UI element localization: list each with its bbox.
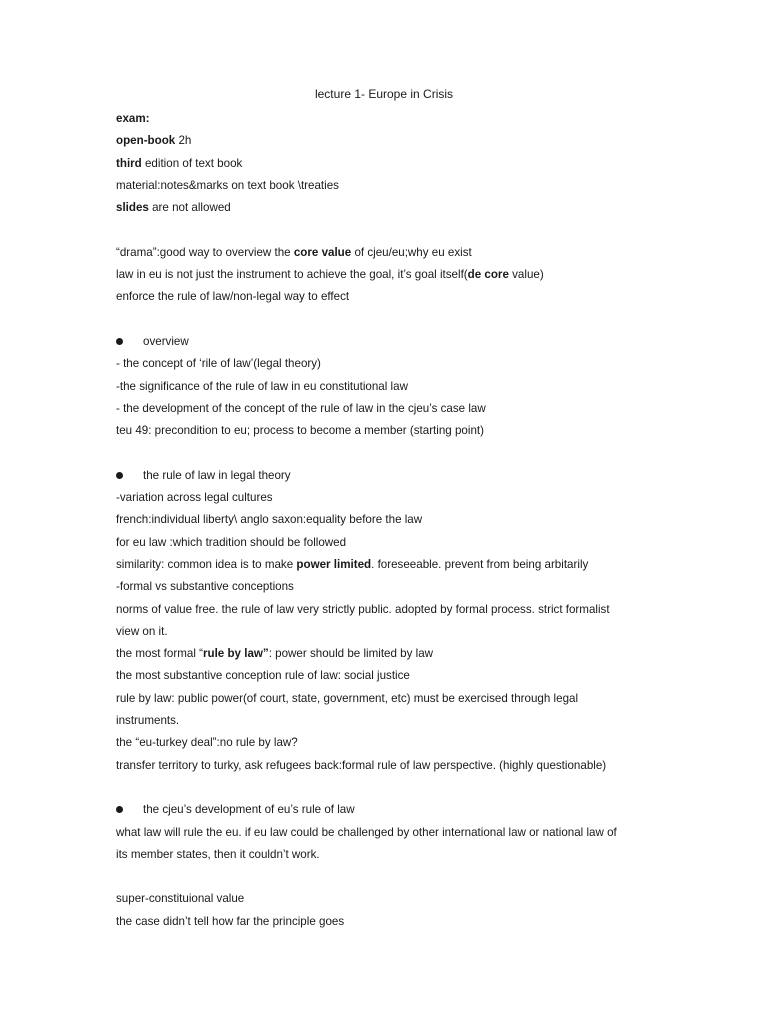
text-span: are not allowed [148, 201, 231, 215]
blank-line [116, 219, 676, 241]
bullet-item [116, 799, 676, 821]
page-title: lecture 1- Europe in Crisis [314, 87, 454, 101]
bold-text: core value [293, 245, 352, 259]
text-span: edition of text book [141, 156, 243, 170]
bullet-icon [116, 806, 123, 813]
text-line [116, 242, 676, 264]
text-line [116, 643, 676, 665]
text-span: similarity: common idea is to make [116, 557, 297, 571]
text-line: -the significance of the rule of law in eu constitutional law [116, 379, 408, 393]
bullet-icon [116, 338, 123, 345]
bold-text: power limited [296, 557, 372, 571]
text-line [116, 264, 676, 286]
text-line: transfer territory to turky, ask refugees back:formal rule of law perspective. (highly questionable) [116, 758, 607, 772]
text-line: -variation across legal cultures [116, 491, 273, 505]
text-line: material:notes&marks on text book \treaties [116, 178, 339, 192]
text-line [116, 108, 676, 130]
bullet-text: overview [143, 334, 189, 348]
blank-line [116, 309, 676, 331]
text-line: what law will rule the eu. if eu law could be challenged by other international law or national law of [116, 825, 617, 839]
text-span: of cjeu/eu;why eu exist [351, 245, 472, 259]
text-span: “drama”:good way to overview the [116, 245, 294, 259]
bold-text: rule by law” [202, 647, 269, 661]
bold-text: de core [467, 268, 509, 282]
text-line: the most substantive conception rule of law: social justice [116, 669, 410, 683]
bold-text: exam: [116, 112, 150, 125]
text-line: - the development of the concept of the rule of law in the cjeu’s case law [116, 401, 486, 415]
document-body [116, 108, 676, 933]
text-line: teu 49: precondition to eu; process to become a member (starting point) [116, 424, 484, 438]
text-line: the “eu-turkey deal”:no rule by law? [116, 736, 298, 750]
text-line: instruments. [116, 714, 180, 728]
text-line: - the concept of ‘rile of law’(legal theory) [116, 357, 321, 371]
text-span: law in eu is not just the instrument to achieve the goal, it’s goal itself( [116, 268, 468, 282]
blank-line [116, 442, 676, 464]
text-span: 2h [175, 134, 192, 148]
text-span: : power should be limited by law [268, 647, 434, 661]
text-line: french:individual liberty\ anglo saxon:equality before the law [116, 513, 423, 527]
blank-line [116, 777, 676, 799]
bold-text: open-book [116, 134, 176, 148]
text-line [116, 153, 676, 175]
text-line: view on it. [116, 624, 168, 638]
text-line: for eu law :which tradition should be followed [116, 535, 347, 549]
bullet-icon [116, 472, 123, 479]
text-line [116, 130, 676, 152]
text-line [116, 197, 676, 219]
bullet-item [116, 465, 676, 487]
bullet-text: the rule of law in legal theory [143, 468, 291, 482]
text-span: the most formal “ [116, 647, 203, 661]
text-line [116, 554, 676, 576]
bullet-text: the cjeu’s development of eu’s rule of law [143, 803, 355, 817]
blank-line [116, 866, 676, 888]
text-line: the case didn’t tell how far the principle goes [116, 914, 345, 928]
text-span: . foreseeable. prevent from being arbitarily [371, 557, 589, 571]
text-line: its member states, then it couldn’t work. [116, 847, 320, 861]
bold-text: slides [116, 201, 149, 215]
bold-text: third [116, 156, 142, 170]
text-line: -formal vs substantive conceptions [116, 580, 294, 594]
text-line: super-constituional value [116, 892, 245, 906]
text-line: rule by law: public power(of court, state, government, etc) must be exercised through legal [116, 691, 579, 705]
text-line: enforce the rule of law/non-legal way to effect [116, 290, 350, 304]
text-span: value) [508, 268, 544, 282]
text-line: norms of value free. the rule of law very strictly public. adopted by formal process. strict formalist [116, 602, 610, 616]
bullet-item [116, 331, 676, 353]
